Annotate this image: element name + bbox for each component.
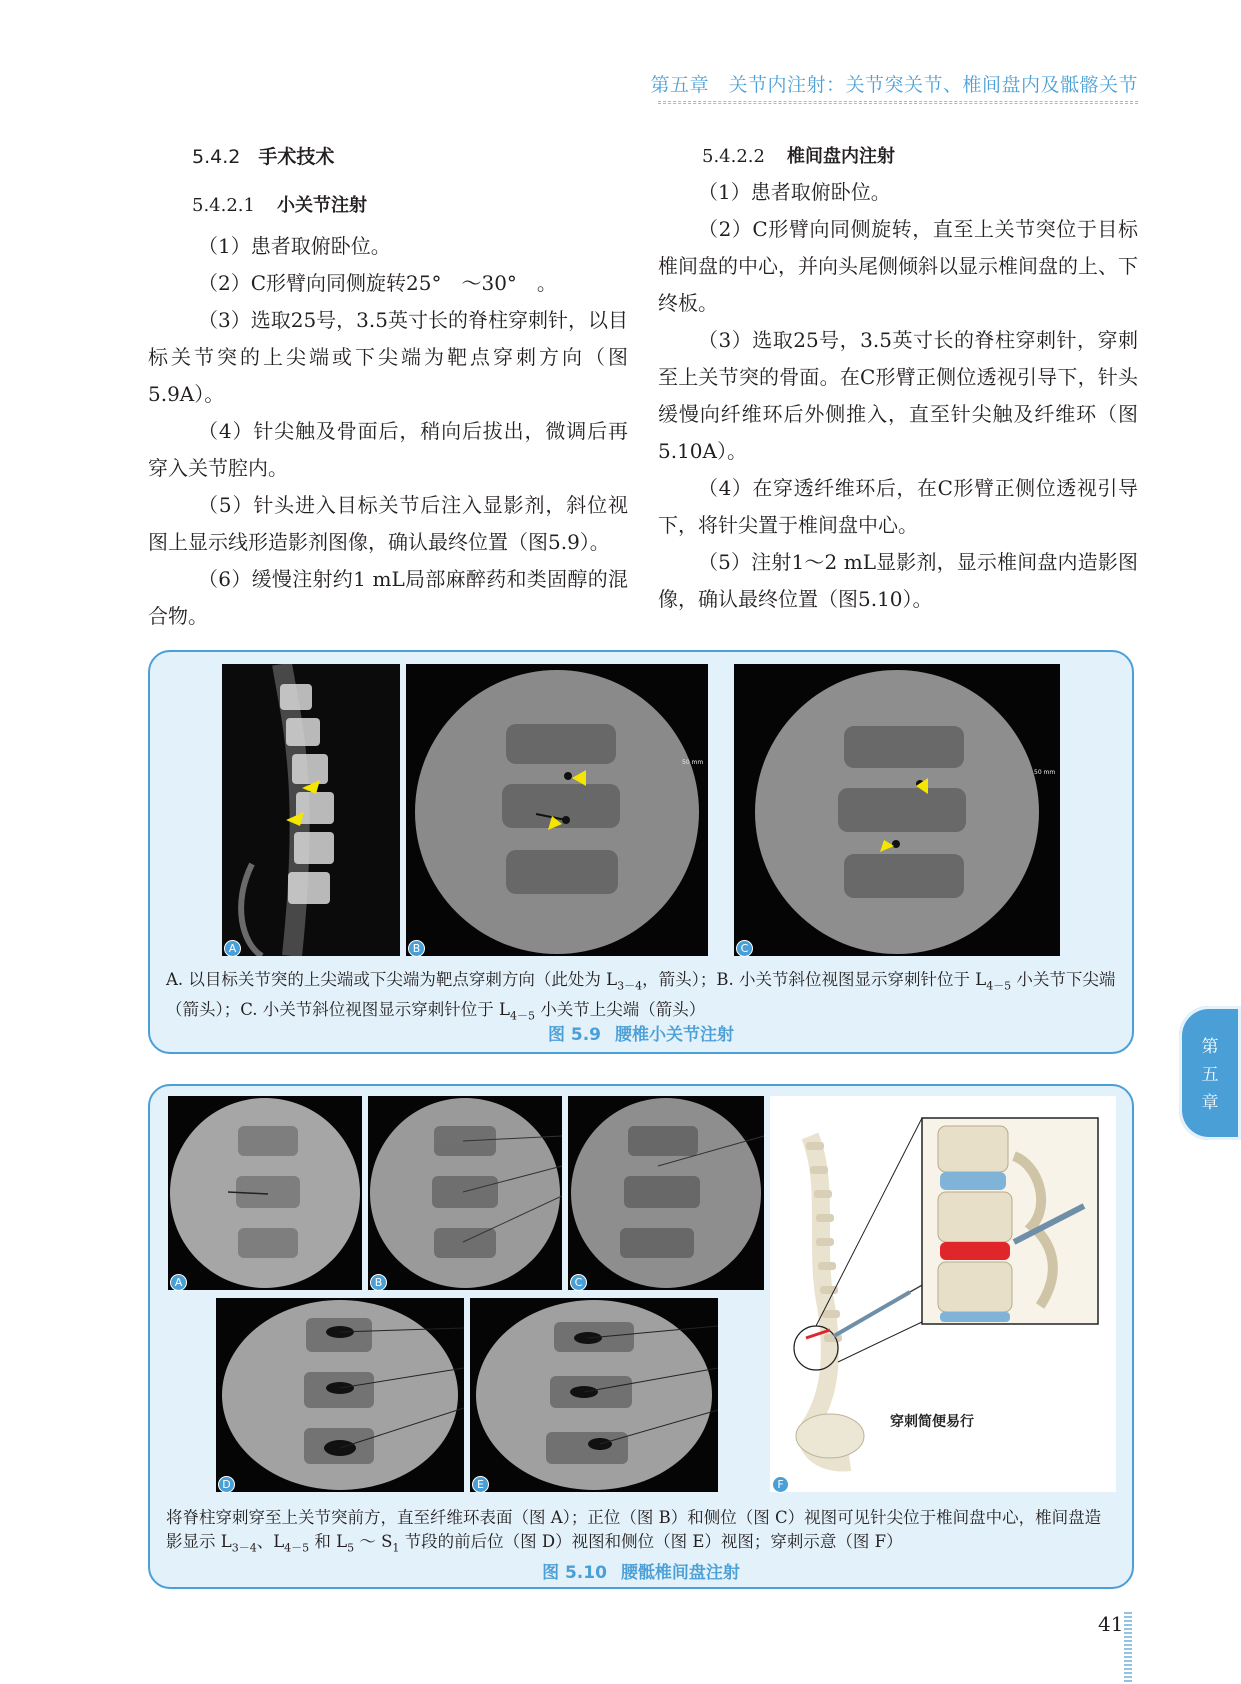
subsection-number: 5.4.2.1 xyxy=(192,195,255,216)
xray-panel-b xyxy=(368,1096,562,1290)
figure-caption: 将脊柱穿刺穿至上关节突前方，直至纤维环表面（图 A）；正位（图 B）和侧位（图 C）视图可见针尖位于椎间盘中心，椎间盘造影显示 $L_{3-4}$、$L_{4-5}$ 和 $L_5$ ～ $S_1$ 节段的前后位（图 D）视图和侧位（图 E）视图；穿刺示意（图 F） xyxy=(166,1508,1102,1555)
paragraph: （3）选取25号，3.5英寸长的脊柱穿刺针，以目标关节突的上尖端或下尖端为靶点穿刺方向（图5.9A）。 xyxy=(148,308,628,406)
figure-caption: A. 以目标关节突的上尖端或下尖端为靶点穿刺方向（此处为 $L_{3-4}$，箭头）；B. 小关节斜位视图显示穿刺针位于 $L_{4-5}$ 小关节下尖端（箭头）；C. 小关节斜位视图显示穿刺针位于 $L_{4-5}$ 小关节上尖端（箭头） xyxy=(166,970,1116,1023)
illustration-panel-f xyxy=(770,1096,1116,1492)
xray-panel-c xyxy=(734,664,1060,956)
panel-label: C xyxy=(736,940,753,957)
xray-panel-c xyxy=(568,1096,764,1290)
right-column xyxy=(658,140,1138,618)
figure-5-9 xyxy=(148,650,1134,1054)
page-number: 41 xyxy=(1098,1612,1124,1636)
panel-label: B xyxy=(370,1274,387,1291)
illustration-label: 穿刺简便易行 xyxy=(890,1414,974,1430)
paragraph: （2）C形臂向同侧旋转，直至上关节突位于目标椎间盘的中心，并向头尾侧倾斜以显示椎间盘的上、下终板。 xyxy=(658,217,1138,315)
paragraph: （5）注射1～2 mL显影剂，显示椎间盘内造影图像，确认最终位置（图5.10）。 xyxy=(658,550,1138,611)
scale-text: 50 mm xyxy=(1034,769,1056,776)
running-header: 第五章 关节内注射：关节突关节、椎间盘内及骶髂关节 xyxy=(650,74,1138,96)
subsection-title: 椎间盘内注射 xyxy=(786,146,895,167)
chapter-tab-char: 第 xyxy=(1201,1037,1219,1057)
panel-label: D xyxy=(218,1476,235,1493)
paragraph: （1）患者取俯卧位。 xyxy=(698,180,891,204)
figure-title: 图 5.10 腰骶椎间盘注射 xyxy=(542,1563,740,1583)
chapter-tab xyxy=(1179,1006,1241,1140)
panel-label: F xyxy=(772,1476,789,1493)
left-column xyxy=(148,140,628,635)
panel-label: A xyxy=(224,940,241,957)
panel-label: C xyxy=(570,1274,587,1291)
subsection-heading xyxy=(702,140,1138,174)
subsection-title: 小关节注射 xyxy=(276,195,367,216)
scale-text: 50 mm xyxy=(682,759,704,766)
paragraph: （3）选取25号，3.5英寸长的脊柱穿刺针，穿刺至上关节突的骨面。在C形臂正侧位透视引导下，针头缓慢向纤维环后外侧推入，直至针尖触及纤维环（图5.10A）。 xyxy=(658,328,1138,463)
paragraph: （2）C形臂向同侧旋转25° ～30° 。 xyxy=(198,271,557,295)
panel-label: A xyxy=(170,1274,187,1291)
paragraph: （6）缓慢注射约1 mL局部麻醉药和类固醇的混合物。 xyxy=(148,567,628,628)
xray-panel-a xyxy=(168,1096,362,1290)
paragraph: （1）患者取俯卧位。 xyxy=(198,234,391,258)
panel-label: B xyxy=(408,940,425,957)
paragraph: （4）在穿透纤维环后，在C形臂正侧位透视引导下，将针尖置于椎间盘中心。 xyxy=(658,476,1138,537)
figure-5-10 xyxy=(148,1084,1134,1589)
panel-label: E xyxy=(472,1476,489,1493)
xray-panel-d xyxy=(216,1298,464,1492)
xray-panel-b xyxy=(406,664,708,956)
chapter-tab-char: 五 xyxy=(1201,1065,1219,1085)
subsection-number: 5.4.2.2 xyxy=(702,146,765,167)
page-edge-bars xyxy=(1124,1612,1132,1684)
figure-title: 图 5.9 腰椎小关节注射 xyxy=(547,1025,735,1045)
section-heading xyxy=(192,140,628,174)
subsection-heading xyxy=(192,184,628,228)
xray-panel-e xyxy=(470,1298,718,1492)
paragraph: （4）针尖触及骨面后，稍向后拔出，微调后再穿入关节腔内。 xyxy=(148,419,628,480)
section-title: 手术技术 xyxy=(258,146,335,168)
xray-panel-a xyxy=(222,664,400,956)
section-number: 5.4.2 xyxy=(192,146,241,168)
paragraph: （5）针头进入目标关节后注入显影剂，斜位视图上显示线形造影剂图像，确认最终位置（图5.9）。 xyxy=(148,493,628,554)
header-rule xyxy=(658,101,1138,104)
chapter-tab-char: 章 xyxy=(1201,1093,1219,1113)
